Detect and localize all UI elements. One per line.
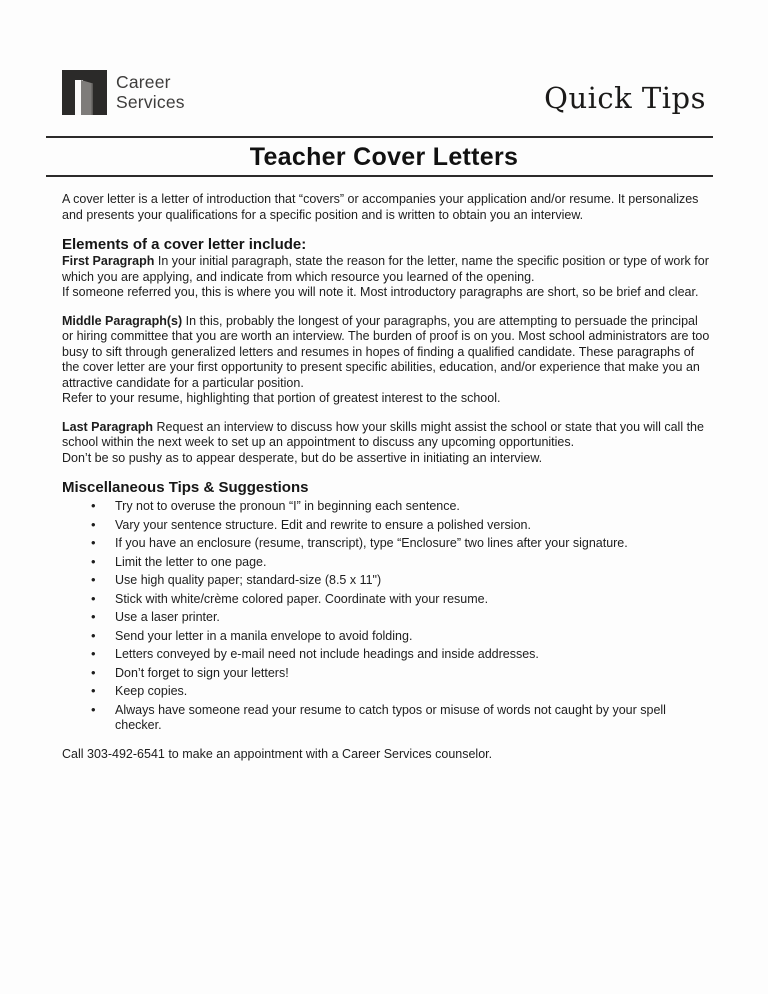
masthead-title: Quick Tips — [544, 81, 706, 115]
elements-heading: Elements of a cover letter include: — [62, 236, 307, 253]
logo-wordmark — [116, 72, 185, 112]
last-paragraph-label: Last Paragraph — [62, 419, 154, 434]
bullet-icon: • — [91, 553, 96, 569]
bullet-icon: • — [91, 627, 96, 643]
tip-text: Don’t forget to sign your letters! — [115, 665, 289, 680]
bullet-icon: • — [91, 701, 96, 717]
bullet-icon: • — [91, 646, 96, 661]
middle-paragraph-section — [62, 314, 710, 407]
contact-line: Call 303-492-6541 to make an appointment with a Career Services counselor. — [62, 746, 493, 761]
list-item — [62, 518, 710, 534]
list-item — [62, 610, 710, 626]
misc-tips-heading: Miscellaneous Tips & Suggestions — [62, 479, 309, 496]
horizontal-rule-top — [46, 136, 713, 138]
tip-text: Send your letter in a manila envelope to avoid folding. — [115, 628, 413, 643]
bullet-icon: • — [91, 590, 96, 606]
career-services-logo — [62, 70, 185, 115]
middle-paragraph-label: Middle Paragraph(s) — [62, 313, 183, 328]
first-paragraph-note: If someone referred you, this is where you will note it. Most introductory paragraphs are short, so be brief and clear. — [62, 285, 699, 299]
tip-text: Try not to overuse the pronoun “I” in beginning each sentence. — [115, 499, 460, 513]
middle-paragraph-body: In this, probably the longest of your paragraphs, you are attempting to persuade the principal or hiring committee that you are worth an interview. The burden of proof is on you. Most school administrators are too busy to sift through generalized letters and resumes in hopes of finding a qualified candidate. These paragraphs of the cover letter are your first opportunity to present specific abilities, education, and/or experience that make you an attractive candidate for a particular position. — [62, 313, 710, 390]
logo-word-services: Services — [116, 92, 185, 112]
list-item — [62, 499, 710, 515]
first-paragraph-section — [62, 254, 710, 301]
tip-text: Letters conveyed by e-mail need not include headings and inside addresses. — [115, 647, 539, 661]
bullet-icon: • — [91, 572, 96, 587]
list-item — [62, 684, 710, 700]
tip-text: Always have someone read your resume to catch typos or misuse of words not caught by your spell checker. — [115, 702, 666, 732]
page-title: Teacher Cover Letters — [249, 143, 519, 171]
list-item — [62, 555, 710, 571]
last-paragraph-body: Request an interview to discuss how your skills might assist the school or state that you will call the school within the next week to set up an appointment to discuss any upcoming opportunities. — [62, 419, 704, 449]
logo-word-career: Career — [116, 72, 171, 92]
list-item — [62, 703, 710, 734]
list-item — [62, 536, 710, 552]
middle-paragraph-note: Refer to your resume, highlighting that portion of greatest interest to the school. — [62, 391, 501, 405]
bullet-icon: • — [91, 664, 96, 680]
tip-text: Use high quality paper; standard-size (8.5 x 11") — [115, 573, 382, 587]
intro-paragraph: A cover letter is a letter of introduction that “covers” or accompanies your application and/or resume. It personalizes and presents your qualifications for a specific position and is written to obtain you an interview. — [62, 192, 699, 222]
tips-list — [62, 499, 710, 734]
tip-text: Use a laser printer. — [115, 610, 220, 624]
list-item — [62, 666, 710, 682]
document-body — [0, 177, 768, 762]
page-header — [0, 0, 768, 115]
bullet-icon: • — [91, 609, 96, 624]
last-paragraph-note: Don’t be so pushy as to appear desperate, but do be assertive in initiating an interview. — [62, 450, 543, 465]
bullet-icon: • — [91, 683, 96, 698]
open-door-icon — [62, 70, 107, 115]
tip-text: Stick with white/crème colored paper. Coordinate with your resume. — [115, 591, 489, 606]
first-paragraph-label: First Paragraph — [62, 254, 155, 268]
tip-text: Keep copies. — [115, 684, 188, 698]
last-paragraph-section — [62, 420, 710, 467]
first-paragraph-body: In your initial paragraph, state the reason for the letter, name the specific position or type of work for which you are applying, and indicate from which resource you learned of the opening. — [62, 254, 709, 284]
list-item — [62, 573, 710, 589]
list-item — [62, 592, 710, 608]
bullet-icon: • — [91, 516, 96, 532]
list-item — [62, 629, 710, 645]
tip-text: Limit the letter to one page. — [115, 554, 267, 569]
bullet-icon: • — [91, 498, 96, 513]
list-item — [62, 647, 710, 663]
bullet-icon: • — [91, 535, 96, 550]
tip-text: Vary your sentence structure. Edit and rewrite to ensure a polished version. — [115, 517, 531, 532]
tip-text: If you have an enclosure (resume, transcript), type “Enclosure” two lines after your signature. — [115, 536, 628, 550]
